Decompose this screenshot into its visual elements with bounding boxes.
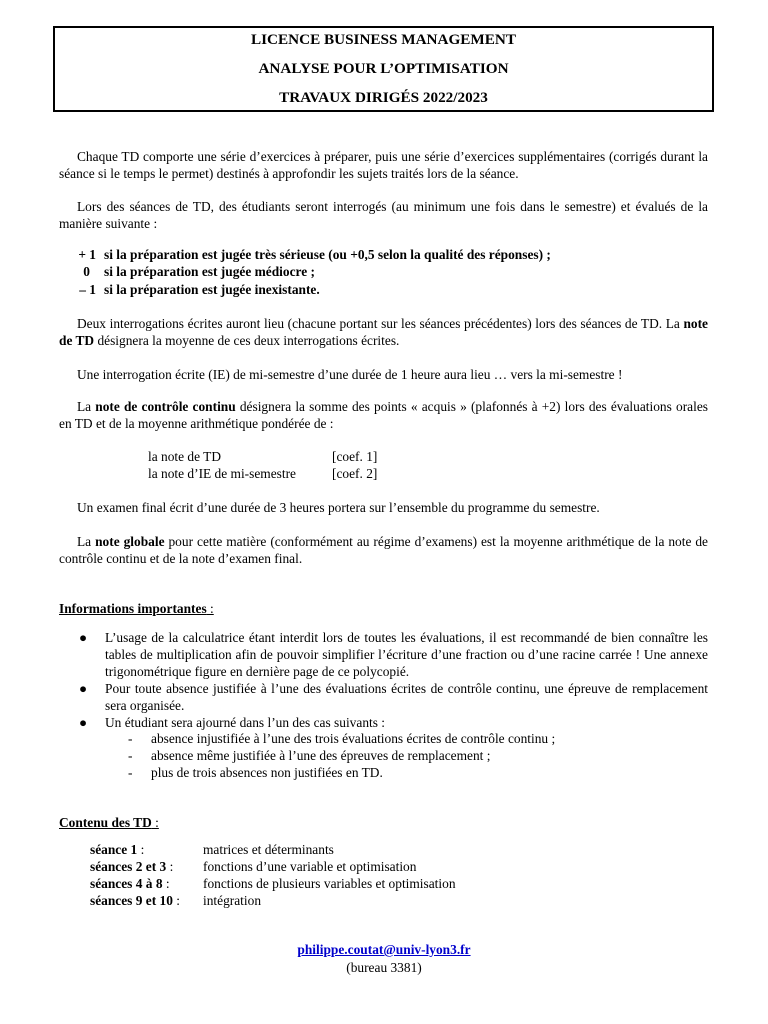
global-text-after: pour cette matière (conformément au régime d’examens) est la moyenne arithmétique de la note de contrôle continu et de la note d’examen final.: [59, 534, 708, 566]
session-colon: :: [162, 876, 170, 891]
dash-icon: -: [128, 731, 133, 746]
email-link[interactable]: philippe.coutat@univ-lyon3.fr: [297, 942, 471, 957]
grade-text: si la préparation est jugée inexistante.: [104, 282, 320, 297]
session-topic: intégration: [203, 893, 262, 908]
session-colon: :: [172, 893, 181, 908]
note-globale-term: note globale: [95, 534, 165, 549]
grade-symbol: + 1: [78, 247, 96, 262]
bullet-text: Un étudiant sera ajourné dans l’un des cas suivants :: [105, 715, 386, 730]
bullet-item: [79, 714, 708, 731]
bullet-icon: ●: [79, 630, 88, 645]
bullet-icon: ●: [79, 715, 88, 730]
grade-text: si la préparation est jugée médiocre ;: [104, 264, 315, 279]
info-heading-text: Informations importantes: [59, 601, 207, 616]
coef-value-td: [coef. 1]: [332, 449, 378, 464]
session-label: séances 4 à 8: [90, 876, 163, 891]
written-text-after: désignera la moyenne de ces deux interrogations écrites.: [94, 333, 400, 348]
office-number: (bureau 3381): [346, 960, 422, 975]
session-label: séance 1: [90, 842, 138, 857]
grade-text: si la préparation est jugée très sérieuse (ou +0,5 selon la qualité des réponses) ;: [104, 247, 551, 262]
session-topic: fonctions de plusieurs variables et optimisation: [203, 876, 456, 891]
final-exam-paragraph: Un examen final écrit d’une durée de 3 heures portera sur l’ensemble du programme du semestre.: [77, 500, 600, 515]
written-text-before: Deux interrogations écrites auront lieu (chacune portant sur les séances précédentes) lors des séances de TD. La: [77, 316, 684, 331]
sub-item-text: absence même justifiée à l’une des épreuves de remplacement ;: [151, 748, 491, 763]
sub-item: [128, 765, 383, 781]
content-heading: [59, 815, 159, 831]
note-de-td-term: note de TD: [59, 316, 708, 348]
session-row: [90, 893, 261, 909]
session-label: séances 9 et 10: [90, 893, 173, 908]
info-heading: [59, 601, 214, 617]
bullet-text: Pour toute absence justifiée à l’une des évaluations écrites de contrôle continu, une épreuve de remplacement sera organisée.: [105, 681, 708, 713]
bullet-item: [79, 680, 708, 714]
intro-paragraph: Chaque TD comporte une série d’exercices à préparer, puis une série d’exercices supplémentaires (corrigés durant la séance si le temps le permet) destinés à approfondir les sujets traités lors de la séance.: [59, 149, 708, 181]
continuous-assessment-paragraph: [59, 398, 708, 432]
grade-symbol: 0: [83, 264, 90, 279]
session-label: séances 2 et 3: [90, 859, 167, 874]
session-colon: :: [166, 859, 174, 874]
grade-symbol: – 1: [79, 282, 96, 297]
title-line-1: LICENCE BUSINESS MANAGEMENT: [251, 31, 516, 48]
title-line-2: ANALYSE POUR L’OPTIMISATION: [258, 60, 509, 77]
written-tests-paragraph: [59, 315, 708, 349]
session-topic: fonctions d’une variable et optimisation: [203, 859, 417, 874]
coef-value-ie: [coef. 2]: [332, 466, 378, 481]
sub-item: [128, 731, 555, 747]
content-heading-text: Contenu des TD: [59, 815, 152, 830]
contact-email: [0, 942, 768, 958]
coef-label-td: la note de TD: [148, 449, 222, 464]
midterm-paragraph: Une interrogation écrite (IE) de mi-semestre d’une durée de 1 heure aura lieu … vers la mi-semestre !: [77, 367, 623, 382]
grade-zero: [68, 264, 315, 280]
bullet-item: [79, 629, 708, 680]
grade-minus-one: [68, 282, 320, 298]
session-colon: :: [137, 842, 145, 857]
grade-plus-one: [68, 247, 551, 263]
bullet-icon: ●: [79, 681, 88, 696]
session-topic: matrices et déterminants: [203, 842, 334, 857]
session-row: [90, 842, 334, 858]
sub-item-text: plus de trois absences non justifiées en TD.: [151, 765, 383, 780]
global-grade-paragraph: [59, 533, 708, 567]
note-controle-continu-term: note de contrôle continu: [95, 399, 236, 414]
sub-item-text: absence injustifiée à l’une des trois évaluations écrites de contrôle continu ;: [151, 731, 556, 746]
info-heading-colon: :: [206, 601, 214, 616]
global-text-before: La: [77, 534, 96, 549]
dash-icon: -: [128, 748, 133, 763]
coef-label-ie: la note d’IE de mi-semestre: [148, 466, 296, 481]
title-line-3: TRAVAUX DIRIGÉS 2022/2023: [279, 89, 488, 106]
session-row: [90, 859, 416, 875]
dash-icon: -: [128, 765, 133, 780]
bullet-text: L’usage de la calculatrice étant interdit lors de toutes les évaluations, il est recommandé de bien connaître les tables de multiplication afin de pouvoir simplifier l’écriture d’une fraction ou d’une racine carrée ! Une annexe trigonométrique figure en dernière page de ce polycopié.: [105, 630, 708, 679]
continuous-text-after: désignera la somme des points « acquis » (plafonnés à +2) lors des évaluations orales en TD et de la moyenne arithmétique pondérée de :: [59, 399, 708, 431]
content-heading-colon: :: [151, 815, 159, 830]
continuous-text-before: La: [77, 399, 96, 414]
title-box: [53, 26, 714, 112]
oral-evaluation-paragraph: Lors des séances de TD, des étudiants seront interrogés (au minimum une fois dans le semestre) et évalués de la manière suivante :: [59, 199, 708, 231]
sub-item: [128, 748, 490, 764]
session-row: [90, 876, 456, 892]
